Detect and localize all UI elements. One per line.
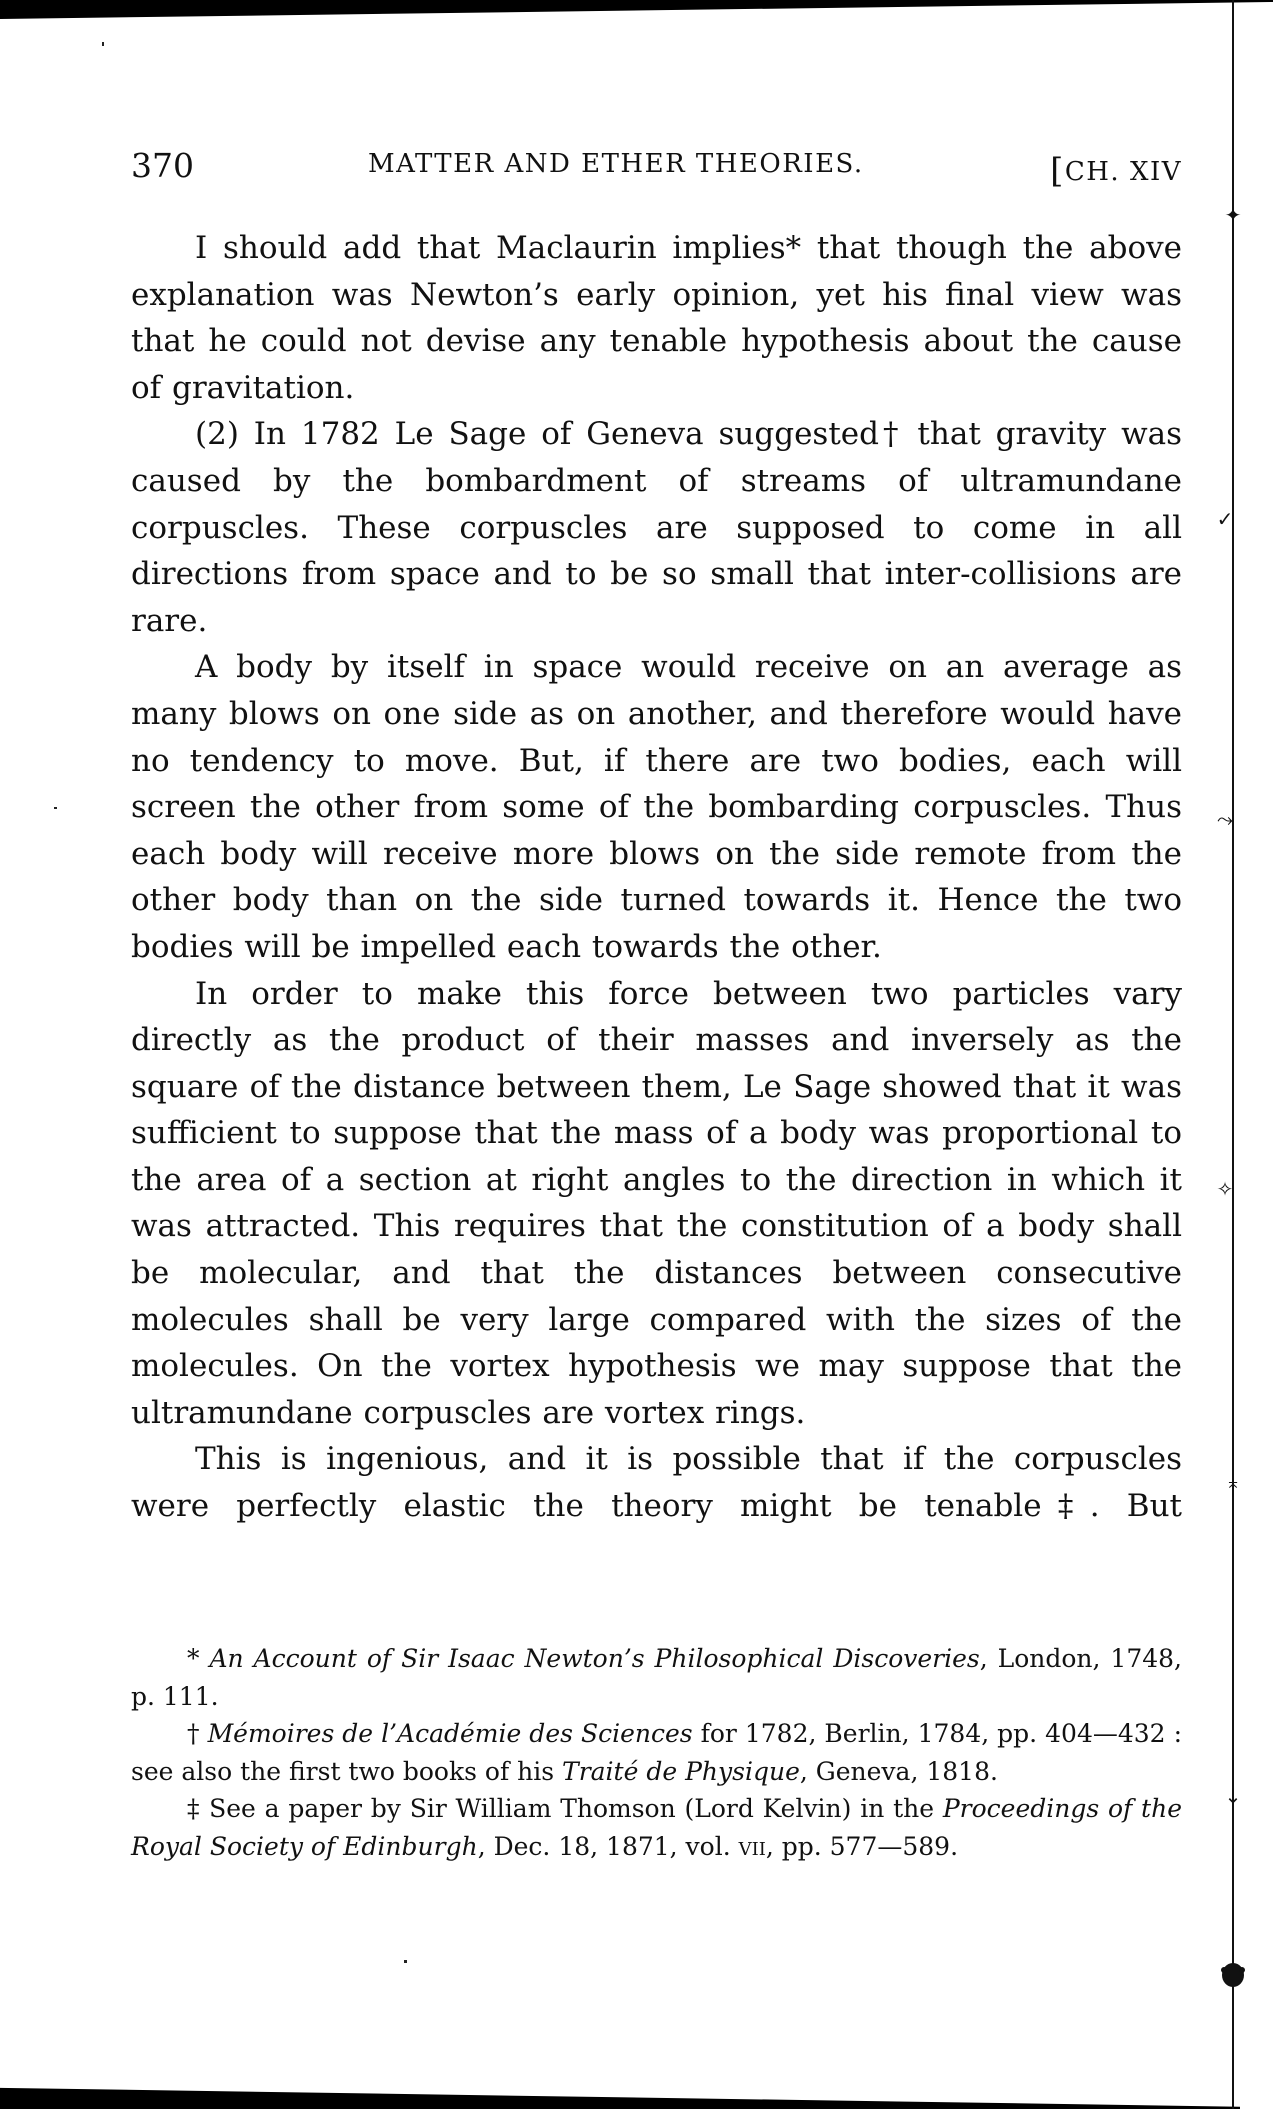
footnote-text: , pp. 577—589.	[765, 1831, 959, 1861]
thread-mark-icon: ↓	[1224, 1784, 1242, 1808]
paragraph	[131, 971, 1182, 1437]
footnote-text: for 1782, Berlin, 1784, pp. 404—432 : see also the first two books of his	[131, 1719, 1182, 1786]
footnote-text: , London, 1748, p. 111.	[131, 1644, 1182, 1711]
footnote-title: Traité de Physique	[562, 1756, 800, 1786]
scan-speck	[404, 1960, 407, 1963]
paragraph-text: In 1782 Le Sage of Geneva suggested	[238, 416, 879, 453]
chapter-bracket: [	[1050, 151, 1065, 191]
volume-number: vii	[738, 1831, 766, 1861]
paragraph-text: I should add that Maclaurin implies	[195, 230, 786, 266]
thread-mark-icon: ✧	[1216, 1177, 1234, 1201]
paragraph	[131, 1436, 1182, 1529]
footnote	[131, 1640, 1182, 1715]
scan-border-bottom	[0, 2086, 1240, 2109]
scan-speck	[102, 42, 104, 46]
scan-border-top	[0, 0, 1273, 20]
paragraph	[131, 411, 1182, 644]
footnote-title: Mémoires de l’Académie des Sciences	[207, 1719, 693, 1748]
chapter-number: CH. XIV	[1064, 157, 1182, 187]
scan-speck	[54, 807, 57, 809]
paragraph	[131, 644, 1182, 970]
footnote-mark: †	[187, 1719, 200, 1748]
thread-mark-icon: ⤒	[1228, 1477, 1238, 1501]
footnote	[131, 1790, 1182, 1865]
footnote-text: , Geneva, 1818.	[799, 1756, 998, 1786]
footnote-title: Proceedings of the Royal Society of Edinburgh	[131, 1794, 1182, 1861]
footnote-ref[interactable]: *	[785, 230, 802, 266]
running-title: MATTER AND ETHER THEORIES.	[368, 149, 864, 179]
footnote-ref[interactable]: ‡	[1041, 1488, 1090, 1525]
footnote-ref[interactable]: †	[879, 416, 903, 453]
footnote-title: An Account of Sir Isaac Newton’s Philosophical Discoveries	[209, 1644, 980, 1673]
paragraph-text: that though the above explanation was Newton’s early opinion, yet his final view was that he could not devise any tenable hypothesis about the cause of gravitation.	[131, 230, 1182, 406]
footnote-text: See a paper by Sir William Thomson (Lord Kelvin) in the	[200, 1794, 943, 1823]
fleuron-icon	[1218, 1958, 1248, 1994]
footnote-mark: *	[187, 1644, 200, 1673]
body-text	[131, 225, 1182, 1530]
paragraph-text: A body by itself in space would receive on an average as many blows on one side as on another, and therefore would have no tendency to move. But, if there are two bodies, each will screen the other from some of the bombarding corpuscles. Thus each body will receive more blows on the side remote from the other body than on the side turned towards it. Hence the two bodies will be impelled each towards the other.	[131, 649, 1182, 965]
paragraph-text: In order to make this force between two particles vary directly as the product of their masses and inversely as the square of the distance between them, Le Sage showed that it was sufficient to suppose that the mass of a body was proportional to the area of a section at right angles to the direction in which it was attracted. This requires that the constitution of a body shall be molecular, and that the distances between consecutive molecules shall be very large compared with the sizes of the molecules. On the vortex hypothesis we may suppose that the ultramundane corpuscles are vortex rings.	[131, 975, 1182, 1431]
chapter-label	[1050, 149, 1182, 189]
footnote-mark: ‡	[187, 1794, 201, 1823]
footnote	[131, 1715, 1182, 1790]
running-head	[131, 146, 1182, 191]
page-number: 370	[131, 146, 194, 185]
thread-mark-icon: ✓	[1216, 507, 1234, 531]
thread-mark-icon: ✦	[1224, 203, 1242, 227]
thread-mark-icon: ⤳	[1217, 807, 1233, 831]
paragraph-text: . But	[1089, 1488, 1182, 1525]
paragraph-text: that gravity was caused by the bombardment of streams of ultramundane corpuscles. These corpuscles are supposed to come in all directions from space and to be so small that inter-collisions are rare.	[131, 416, 1182, 639]
section-number: (2)	[195, 416, 239, 453]
footnote-text: , Dec. 18, 1871, vol.	[477, 1831, 739, 1861]
paragraph	[131, 225, 1182, 411]
paragraph-text: This is ingenious, and it is possible that if the corpuscles were perfectly elastic the theory might be tenable	[131, 1441, 1182, 1525]
footnotes	[131, 1640, 1182, 1865]
